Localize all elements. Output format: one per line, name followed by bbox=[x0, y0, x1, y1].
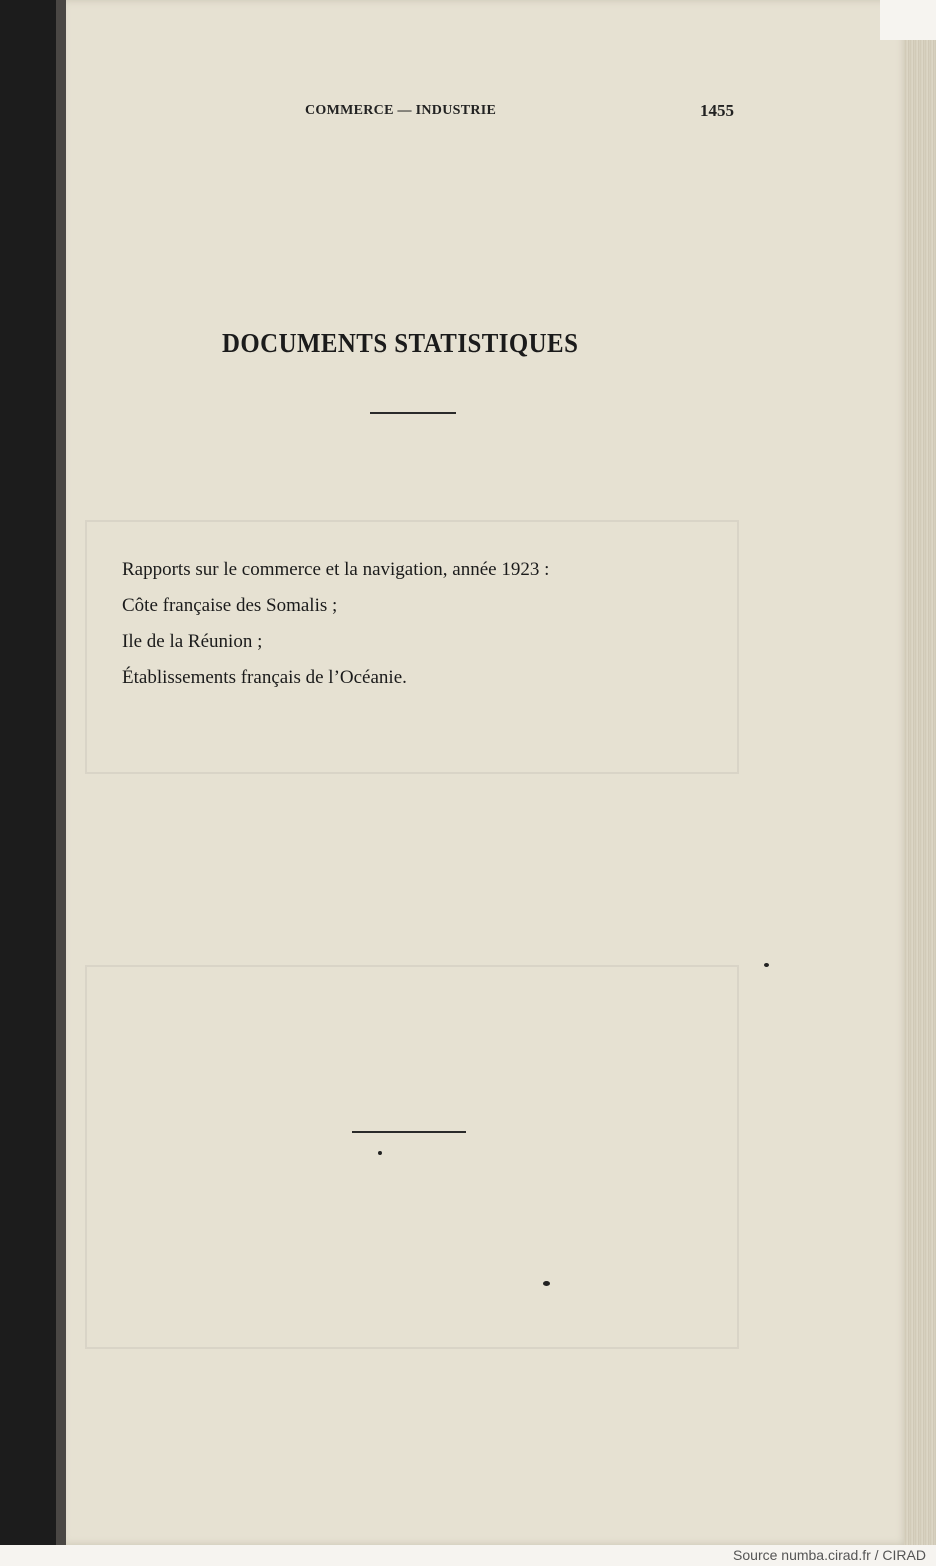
book-spine-shadow bbox=[56, 0, 66, 1545]
running-head: COMMERCE — INDUSTRIE bbox=[305, 103, 497, 118]
report-item: Établissements français de l’Océanie. bbox=[122, 667, 407, 688]
page-stack-edges bbox=[904, 30, 936, 1545]
reports-list bbox=[122, 552, 549, 696]
ink-speck bbox=[543, 1281, 550, 1286]
report-item: Côte française des Somalis ; bbox=[122, 595, 338, 616]
closing-rule bbox=[352, 1131, 466, 1133]
ink-speck bbox=[378, 1151, 382, 1155]
bleed-through-table-frame bbox=[85, 965, 739, 1349]
page-title: DOCUMENTS STATISTIQUES bbox=[222, 328, 579, 358]
report-item: Ile de la Réunion ; bbox=[122, 631, 263, 652]
source-credit: Source numba.cirad.fr / CIRAD bbox=[733, 1547, 926, 1563]
reports-intro: Rapports sur le commerce et la navigation, année 1923 : bbox=[122, 559, 550, 580]
scan-background-corner bbox=[880, 0, 936, 40]
title-rule bbox=[370, 412, 456, 414]
ink-speck bbox=[764, 963, 769, 967]
page-number: 1455 bbox=[700, 101, 734, 120]
